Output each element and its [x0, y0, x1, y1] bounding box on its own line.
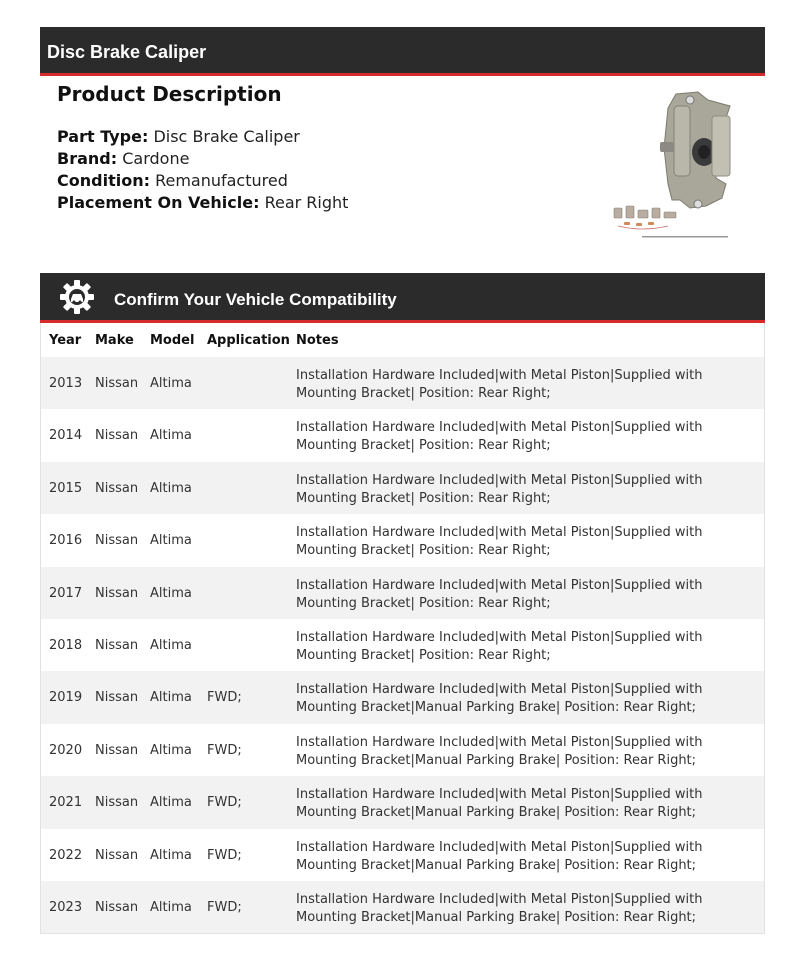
table-row: [41, 881, 764, 933]
product-title-bar: [40, 27, 765, 76]
cell-application: FWD;: [207, 690, 242, 706]
cell-make: Nissan: [95, 742, 139, 758]
spec-label: Part Type:: [57, 127, 149, 146]
table-header-row: [41, 323, 764, 357]
table-row: [41, 514, 764, 566]
cell-notes: Installation Hardware Included|with Metal Piston|Supplied with Mounting Bracket|Manual Parking Brake| Position: Rear Right;: [296, 682, 703, 716]
cell-model: Altima: [150, 795, 192, 811]
spec-value: Disc Brake Caliper: [153, 127, 300, 146]
compatibility-table: [40, 323, 765, 934]
gear-car-icon: [59, 279, 95, 315]
table-row: [41, 724, 764, 776]
column-application: Application: [207, 333, 290, 348]
cell-application: FWD;: [207, 899, 242, 915]
product-description-heading: Product Description: [57, 82, 282, 106]
cell-make: Nissan: [95, 847, 139, 863]
spec-value: Cardone: [122, 149, 190, 168]
cell-model: Altima: [150, 637, 192, 653]
cell-notes: Installation Hardware Included|with Metal Piston|Supplied with Mounting Bracket| Position: Rear Right;: [296, 368, 703, 401]
cell-make: Nissan: [95, 533, 139, 549]
spec-value: Remanufactured: [155, 171, 288, 190]
cell-application: FWD;: [207, 742, 242, 758]
cell-notes: Installation Hardware Included|with Metal Piston|Supplied with Mounting Bracket| Position: Rear Right;: [296, 525, 703, 559]
cell-year: 2023: [49, 899, 83, 915]
cell-year: 2015: [49, 480, 83, 496]
cell-model: Altima: [150, 742, 192, 758]
cell-model: Altima: [150, 533, 192, 549]
spec-brand: [57, 149, 189, 168]
cell-notes: Installation Hardware Included|with Metal Piston|Supplied with Mounting Bracket| Position: Rear Right;: [296, 629, 703, 663]
table-row: [41, 776, 764, 828]
brake-caliper-image: [608, 86, 732, 242]
spec-part-type: [57, 127, 300, 146]
cell-year: 2019: [49, 690, 83, 706]
cell-make: Nissan: [95, 428, 139, 444]
cell-make: Nissan: [95, 376, 139, 391]
spec-placement: [57, 193, 348, 212]
cell-notes: Installation Hardware Included|with Metal Piston|Supplied with Mounting Bracket|Manual Parking Brake| Position: Rear Right;: [296, 839, 703, 873]
cell-year: 2021: [49, 795, 83, 811]
cell-year: 2016: [49, 533, 83, 549]
cell-notes: Installation Hardware Included|with Metal Piston|Supplied with Mounting Bracket| Position: Rear Right;: [296, 577, 703, 611]
table-row: [41, 409, 764, 461]
compatibility-title: Confirm Your Vehicle Compatibility: [114, 290, 397, 309]
cell-model: Altima: [150, 899, 192, 915]
spec-label: Brand:: [57, 149, 118, 168]
cell-make: Nissan: [95, 690, 139, 706]
cell-make: Nissan: [95, 795, 139, 811]
cell-make: Nissan: [95, 480, 139, 496]
cell-notes: Installation Hardware Included|with Metal Piston|Supplied with Mounting Bracket|Manual Parking Brake| Position: Rear Right;: [296, 787, 703, 821]
cell-model: Altima: [150, 376, 192, 391]
spec-label: Condition:: [57, 171, 150, 190]
column-model: Model: [150, 333, 195, 348]
cell-make: Nissan: [95, 637, 139, 653]
cell-year: 2014: [49, 428, 83, 444]
cell-year: 2022: [49, 847, 83, 863]
cell-model: Altima: [150, 585, 192, 601]
spec-value: Rear Right: [264, 193, 349, 212]
table-row: [41, 567, 764, 619]
cell-notes: Installation Hardware Included|with Metal Piston|Supplied with Mounting Bracket|Manual Parking Brake| Position: Rear Right;: [296, 891, 703, 925]
spec-label: Placement On Vehicle:: [57, 193, 260, 212]
cell-year: 2013: [49, 376, 83, 391]
cell-notes: Installation Hardware Included|with Metal Piston|Supplied with Mounting Bracket| Position: Rear Right;: [296, 420, 703, 454]
product-title: Disc Brake Caliper: [47, 42, 207, 62]
cell-notes: Installation Hardware Included|with Metal Piston|Supplied with Mounting Bracket|Manual Parking Brake| Position: Rear Right;: [296, 734, 703, 768]
column-notes: Notes: [296, 333, 339, 348]
column-make: Make: [95, 333, 134, 348]
table-row: [41, 671, 764, 723]
cell-application: FWD;: [207, 847, 242, 863]
cell-model: Altima: [150, 847, 192, 863]
cell-application: FWD;: [207, 795, 242, 811]
column-year: Year: [49, 333, 82, 348]
table-row: [41, 829, 764, 881]
cell-year: 2018: [49, 637, 83, 653]
table-row: [41, 357, 764, 409]
cell-model: Altima: [150, 690, 192, 706]
cell-year: 2017: [49, 585, 83, 601]
cell-model: Altima: [150, 428, 192, 444]
cell-make: Nissan: [95, 585, 139, 601]
cell-year: 2020: [49, 742, 83, 758]
cell-make: Nissan: [95, 899, 139, 915]
cell-notes: Installation Hardware Included|with Metal Piston|Supplied with Mounting Bracket| Position: Rear Right;: [296, 472, 703, 506]
table-row: [41, 619, 764, 671]
cell-model: Altima: [150, 480, 192, 496]
table-row: [41, 462, 764, 514]
spec-condition: [57, 171, 288, 190]
compatibility-bar: [40, 273, 765, 323]
